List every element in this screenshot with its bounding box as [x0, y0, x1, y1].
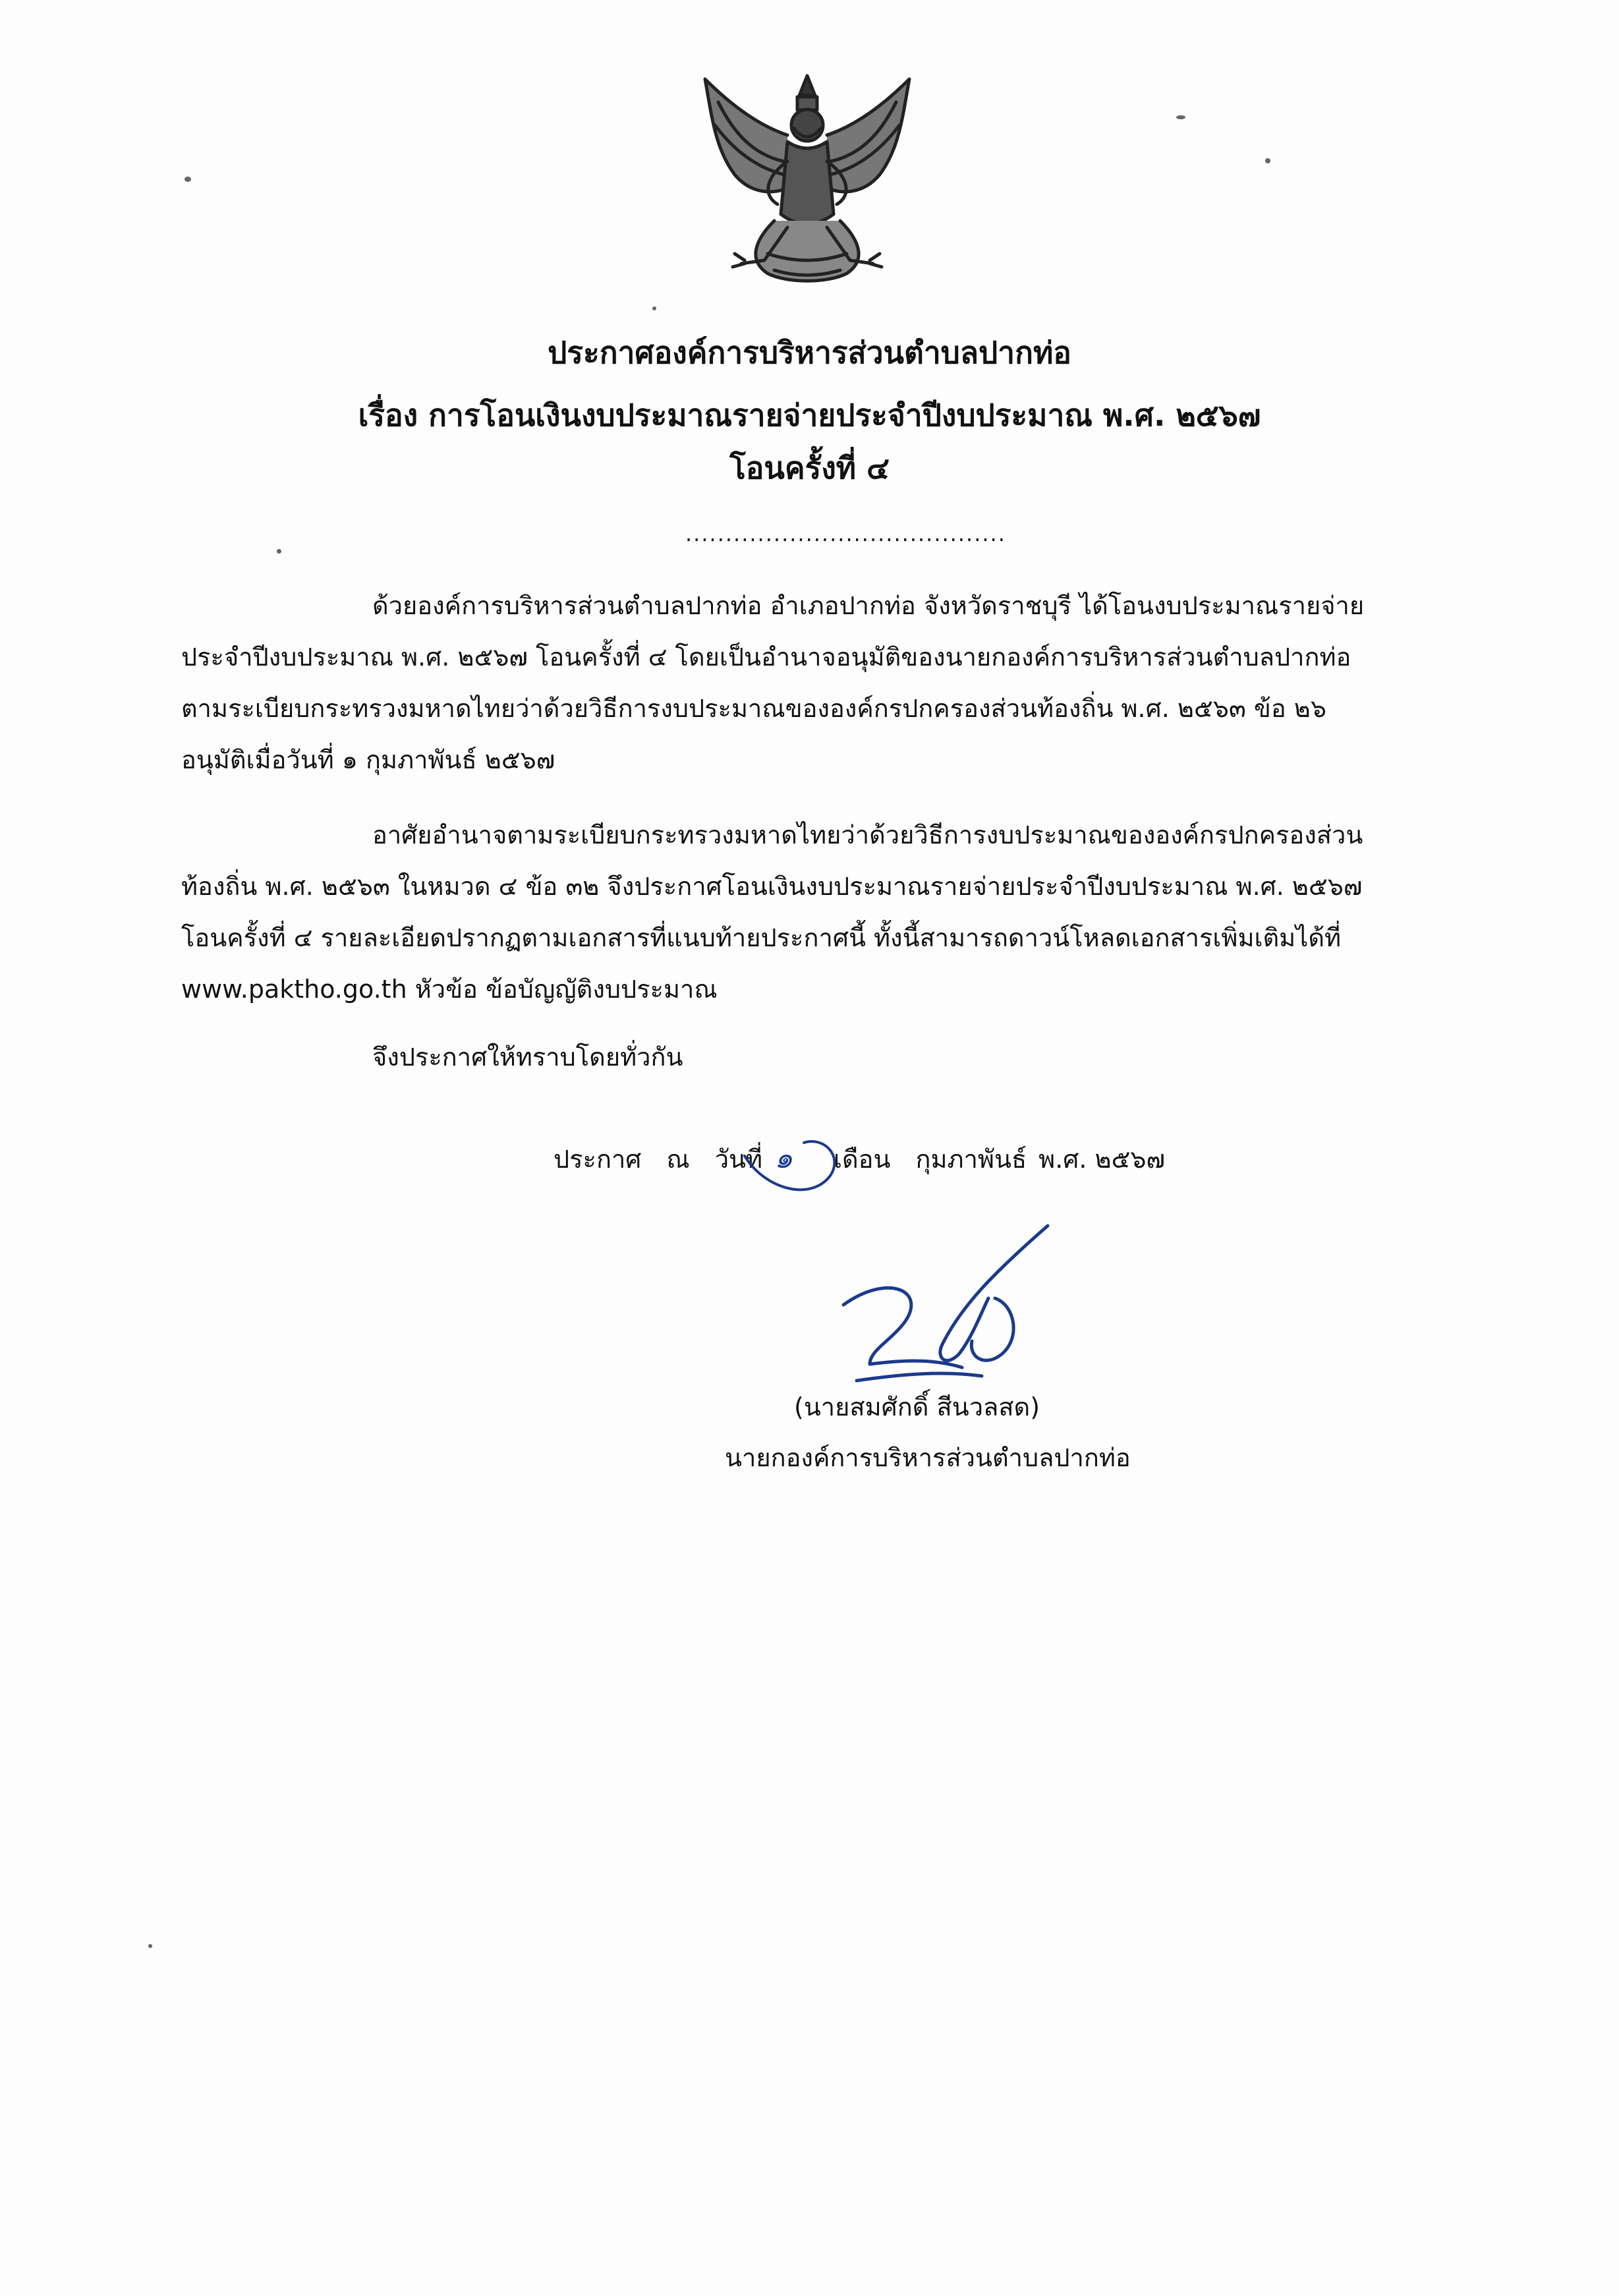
dateline-month-label: เดือน — [834, 1145, 891, 1174]
closing-statement — [181, 1031, 1476, 1083]
dotted-divider: ........................................ — [685, 521, 1006, 546]
garuda-emblem-icon — [689, 63, 926, 306]
dateline-month-value: กุมภาพันธ์ — [915, 1145, 1027, 1174]
paragraph-line: ด้วยองค์การบริหารส่วนตำบลปากท่อ อำเภอปากท่อ จังหวัดราชบุรี ได้โอนงบประมาณรายจ่าย — [372, 591, 1365, 620]
dateline-announce: ประกาศ — [554, 1145, 642, 1174]
dateline-day-handwritten — [774, 1139, 793, 1179]
paragraph-line: อนุมัติเมื่อวันที่ ๑ กุมภาพันธ์ ๒๕๖๗ — [181, 745, 555, 774]
paragraph-legal-basis — [181, 809, 1476, 1015]
paragraph-line: ประจำปีงบประมาณ พ.ศ. ๒๕๖๗ โอนครั้งที่ ๔ โดยเป็นอำนาจอนุมัติของนายกองค์การบริหารส่วนตำบลปากท่อ — [181, 643, 1351, 672]
scan-speck — [1265, 158, 1270, 163]
signer-title: นายกองค์การบริหารส่วนตำบลปากท่อ — [725, 1443, 1131, 1472]
paragraph-line: ท้องถิ่น พ.ศ. ๒๕๖๓ ในหมวด ๔ ข้อ ๓๒ จึงประกาศโอนเงินงบประมาณรายจ่ายประจำปีงบประมาณ พ.ศ. ๒๕๖๗ — [181, 872, 1363, 901]
scan-speck — [148, 1944, 152, 1948]
handwritten-signature-icon — [830, 1213, 1081, 1397]
scan-speck — [652, 306, 656, 310]
dateline-day-label: วันที่ — [714, 1145, 763, 1174]
announcement-subject: เรื่อง การโอนเงินงบประมาณรายจ่ายประจำปีงบประมาณ พ.ศ. ๒๕๖๗ — [358, 397, 1261, 433]
paragraph-transfer-notice — [181, 580, 1476, 786]
dateline-year: พ.ศ. ๒๕๖๗ — [1038, 1145, 1166, 1174]
dateline-day-value: ๑ — [774, 1141, 793, 1175]
paragraph-line: อาศัยอำนาจตามระเบียบกระทรวงมหาดไทยว่าด้วยวิธีการงบประมาณขององค์กรปกครองส่วน — [372, 820, 1363, 849]
scan-speck — [277, 549, 281, 554]
transfer-round: โอนครั้งที่ ๔ — [729, 450, 890, 486]
paragraph-line: โอนครั้งที่ ๔ รายละเอียดปรากฏตามเอกสารที่แนบท้ายประกาศนี้ ทั้งนี้สามารถดาวน์โหลดเอกสารเพิ่มเติมได้ที่ — [181, 923, 1342, 952]
closing-line: จึงประกาศให้ทราบโดยทั่วกัน — [372, 1043, 683, 1072]
scan-speck — [1176, 115, 1185, 119]
paragraph-line: ตามระเบียบกระทรวงมหาดไทยว่าด้วยวิธีการงบประมาณขององค์กรปกครองส่วนท้องถิ่น พ.ศ. ๒๕๖๓ ข้อ ๒๖ — [181, 694, 1326, 723]
scan-speck — [185, 177, 191, 182]
dateline-at: ณ — [666, 1145, 690, 1174]
announcement-dateline — [554, 1139, 1165, 1179]
paragraph-line: www.paktho.go.th หัวข้อ ข้อบัญญัติงบประมาณ — [181, 975, 718, 1004]
signer-name: (นายสมศักดิ์ สีนวลสด) — [794, 1392, 1040, 1421]
announcement-title: ประกาศองค์การบริหารส่วนตำบลปากท่อ — [548, 335, 1071, 370]
